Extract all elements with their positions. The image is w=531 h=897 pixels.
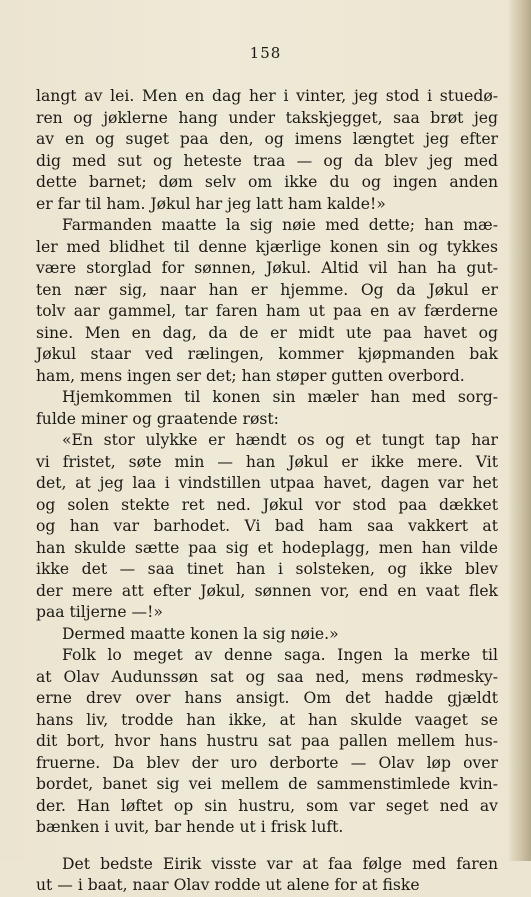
- page-edge: [509, 0, 531, 861]
- text-line: sine. Men en dag, da de er midt ute paa havet og: [36, 323, 498, 342]
- text-line: der mere att efter Jøkul, sønnen vor, end en vaat flek: [36, 581, 498, 600]
- text-line: og han var barhodet. Vi bad ham saa vakkert at: [36, 517, 498, 535]
- text-line: at Olav Audunssøn sat og saa ned, mens rødmesky-: [36, 667, 498, 686]
- text-line: langt av lei. Men en dag her i vinter, jeg stod i stuedø-: [36, 87, 498, 105]
- paragraph: [36, 387, 498, 430]
- text-line: vi fristet, søte min — han Jøkul er ikke mere. Vit: [36, 452, 498, 471]
- text-line: Farmanden maatte la sig nøie med dette; han mæ-: [62, 216, 498, 234]
- text-line: være storglad for sønnen, Jøkul. Altid vil han ha gut-: [36, 259, 498, 277]
- text-line: han skulde sætte paa sig et hodeplagg, men han vilde: [36, 538, 498, 557]
- paragraph: [36, 86, 498, 215]
- text-line: tolv aar gammel, tar faren ham ut paa en av færderne: [36, 302, 498, 320]
- text-line: ikke det — saa tinet han i solsteken, og ikke blev: [36, 560, 498, 578]
- section-gap: [36, 839, 498, 854]
- text-line: dit bort, hvor hans hustru sat paa pallen mellem hus-: [36, 732, 498, 750]
- text-line: fruerne. Da blev der uro derborte — Olav løp over: [36, 753, 498, 772]
- text-line: Folk lo meget av denne saga. Ingen la merke til: [62, 646, 498, 664]
- paragraph: [36, 430, 498, 624]
- text-line: ut — i baat, naar Olav rodde ut alene for at fiske: [36, 876, 420, 894]
- body-text: [36, 86, 498, 897]
- text-line: der. Han løftet op sin hustru, som var seget ned av: [36, 796, 498, 815]
- text-line: dig med sut og heteste traa — og da blev jeg med: [36, 151, 498, 170]
- text-line: bordet, banet sig vei mellem de sammenstimlede kvin-: [36, 775, 498, 793]
- text-line: erne drev over hans ansigt. Om det hadde gjældt: [36, 689, 498, 707]
- paragraph: [36, 215, 498, 387]
- text-line: fulde miner og graatende røst:: [36, 409, 279, 428]
- text-line: Jøkul staar ved rælingen, kommer kjøpmanden bak: [36, 345, 498, 363]
- text-line: ren og jøklerne hang under takskjegget, saa brøt jeg: [36, 108, 498, 127]
- paragraph: [36, 624, 498, 646]
- text-line: ten nær sig, naar han er hjemme. Og da Jøkul er: [36, 280, 498, 299]
- text-line: Hjemkommen til konen sin mæler han med sorg-: [62, 388, 498, 406]
- text-line: dette barnet; døm selv om ikke du og ingen anden: [36, 173, 498, 191]
- text-line: Det bedste Eirik visste var at faa følge med faren: [62, 854, 498, 873]
- text-line: Dermed maatte konen la sig nøie.»: [62, 624, 339, 643]
- text-line: ler med blidhet til denne kjærlige konen sin og tykkes: [36, 237, 498, 256]
- text-line: og solen stekte ret ned. Jøkul vor stod paa dækket: [36, 495, 498, 514]
- text-line: av en og suget paa den, og imens længtet jeg efter: [36, 130, 498, 148]
- text-line: ham, mens ingen ser det; han støper gutten overbord.: [36, 366, 465, 385]
- text-line: paa tiljerne —!»: [36, 603, 163, 621]
- paragraph: [36, 645, 498, 839]
- text-line: «En stor ulykke er hændt os og et tungt tap har: [62, 431, 498, 449]
- text-line: det, at jeg laa i vindstillen utpaa havet, dagen var het: [36, 474, 498, 492]
- text-line: hans liv, trodde han ikke, at han skulde vaaget se: [36, 710, 498, 729]
- page-number: 158: [249, 44, 282, 62]
- paragraph: [36, 854, 498, 897]
- text-line: bænken i uvit, bar hende ut i frisk luft.: [36, 818, 344, 836]
- text-line: er far til ham. Jøkul har jeg latt ham kalde!»: [36, 194, 386, 213]
